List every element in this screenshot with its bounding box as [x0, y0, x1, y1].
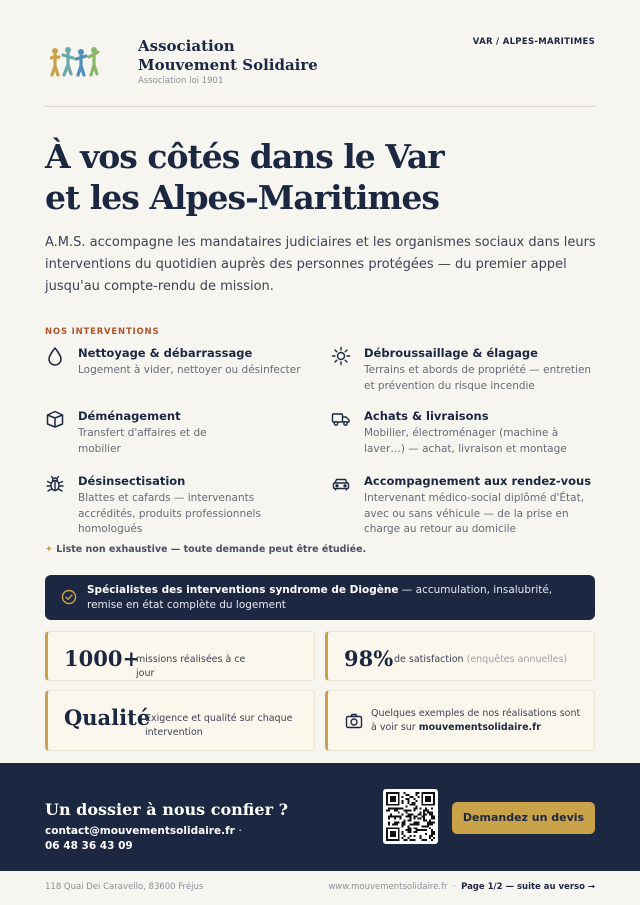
satisfaction-label: de satisfaction — [394, 654, 464, 665]
qr-code-icon — [383, 789, 438, 844]
service-desc: Terrains et abords de propriété — entretien et prévention du risque incendie — [364, 364, 592, 392]
footer-page-number: Page 1/2 — suite au verso → — [461, 882, 595, 892]
stat-card-missions — [45, 631, 315, 681]
banner-rest: — accumulation, insalubrité, remise en état complète du logement — [87, 584, 553, 611]
service-desc: Blattes et cafards — intervenants accrédités, produits professionnels homologués — [78, 492, 261, 535]
car-icon — [331, 474, 351, 494]
cta-title: Un dossier à nous confier ? — [45, 800, 288, 819]
footer-page-info — [328, 882, 595, 892]
contact-phone[interactable]: 06 48 36 43 09 — [45, 839, 133, 852]
stat-value: 1000+ — [64, 646, 141, 671]
list-note — [45, 544, 366, 555]
droplet-icon — [45, 346, 65, 366]
stat-label: missions réalisées à ce jour — [136, 654, 246, 679]
contact-separator: · — [238, 825, 242, 837]
examples-link[interactable]: mouvementsolidaire.fr — [418, 722, 541, 733]
service-title: Accompagnement aux rendez-vous — [364, 474, 592, 488]
cta-section — [0, 763, 640, 871]
examples-text — [371, 707, 581, 735]
org-name-line2: Mouvement Solidaire — [138, 55, 318, 74]
service-desc: Intervenant médico-social diplômé d'État, avec ou sans véhicule — de la prise en charge au retour au domicile — [364, 492, 585, 535]
region-label: VAR / ALPES-MARITIMES — [472, 37, 595, 47]
service-title: Débroussaillage & élagage — [364, 346, 538, 360]
box-icon — [45, 409, 65, 429]
service-title: Nettoyage & débarrassage — [78, 346, 253, 360]
stat-card-satisfaction — [325, 631, 595, 681]
section-label-interventions: NOS INTERVENTIONS — [45, 327, 160, 337]
stat-label: Exigence et qualité sur chaque intervention — [145, 713, 293, 738]
diogene-banner — [45, 575, 595, 620]
stat-value: 98% — [344, 646, 394, 671]
card-examples — [325, 690, 595, 751]
footer-address: 118 Quai Dei Caravello, 83600 Fréjus — [45, 882, 204, 892]
service-desc: Transfert d'affaires et de mobilier — [78, 427, 207, 455]
contact-info — [45, 824, 242, 853]
page-title — [45, 136, 444, 218]
stat-value: Qualité — [64, 705, 151, 730]
examples-prefix: Quelques exemples de nos réalisations sont à voir sur — [371, 708, 581, 733]
header — [45, 36, 595, 92]
org-name-line1: Association — [138, 37, 235, 55]
bug-icon — [45, 474, 65, 494]
org-name — [138, 37, 318, 74]
service-title: Déménagement — [78, 409, 181, 423]
service-desc: Logement à vider, nettoyer ou désinfecter — [78, 364, 301, 376]
stat-card-quality — [45, 690, 315, 751]
contact-email[interactable]: contact@mouvementsolidaire.fr — [45, 825, 235, 837]
banner-text — [87, 583, 583, 613]
truck-icon — [331, 409, 351, 429]
title-line1: À vos côtés dans le Var — [45, 137, 444, 176]
qr-code-graphic — [386, 792, 435, 841]
check-circle-icon — [61, 589, 77, 605]
service-title: Achats & livraisons — [364, 409, 489, 423]
org-subtitle: Association loi 1901 — [138, 76, 224, 86]
request-quote-button[interactable]: Demandez un devis — [452, 802, 595, 834]
stat-label — [394, 653, 574, 667]
service-title: Désinsectisation — [78, 474, 186, 488]
people-logo-icon — [50, 46, 100, 78]
camera-icon — [345, 713, 363, 729]
banner-strong: Spécialistes des interventions syndrome de Diogène — [87, 584, 399, 596]
sun-icon — [331, 346, 351, 366]
footer-dot: · — [452, 882, 456, 892]
header-divider — [45, 106, 595, 107]
service-desc: Mobilier, électroménager (machine à laver…) — achat, livraison et montage — [364, 427, 567, 455]
title-line2: et les Alpes-Maritimes — [45, 178, 439, 217]
star-icon: ✦ — [45, 544, 53, 555]
footer-website[interactable]: www.mouvementsolidaire.fr — [328, 882, 448, 892]
note-text: Liste non exhaustive — toute demande peut être étudiée. — [56, 544, 367, 555]
satisfaction-note: (enquêtes annuelles) — [466, 654, 568, 665]
intro-paragraph: A.M.S. accompagne les mandataires judiciaires et les organismes sociaux dans leurs interventions du quotidien auprès des personnes protégées — du premier appel jusqu'au compte-rendu de mission. — [45, 235, 596, 294]
